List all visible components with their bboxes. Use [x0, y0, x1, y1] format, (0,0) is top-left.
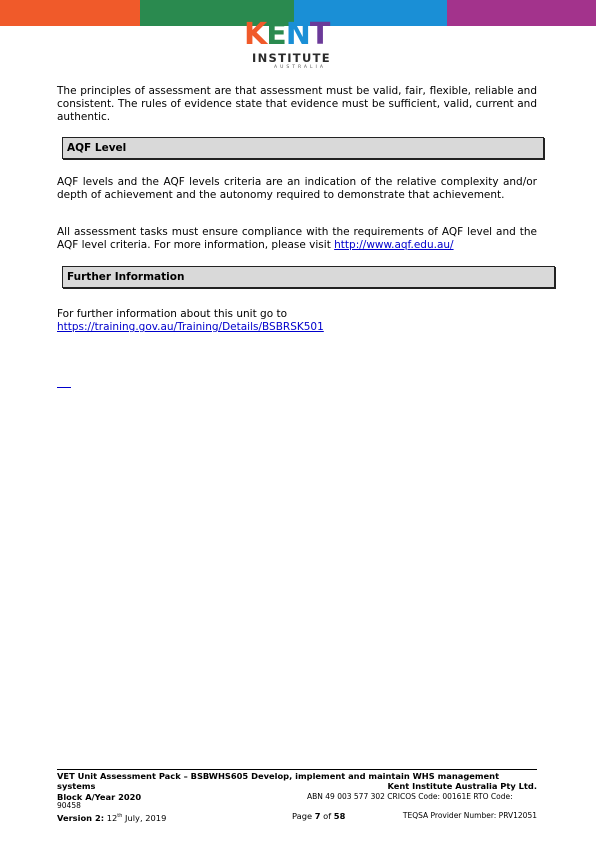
aqf-levels-paragraph: AQF levels and the AQF levels criteria are an indication of the relative complexity and/or depth of achievement and the autonomy required to demonstrate that achievement.	[57, 176, 537, 201]
footer-version-date: July, 2019	[122, 812, 167, 823]
empty-link-underline[interactable]	[57, 386, 71, 388]
footer-version-label: Version 2:	[57, 812, 105, 823]
footer-version-day: 12	[106, 812, 118, 823]
aqf-compliance-text: All assessment tasks must ensure compliance with the requirements of AQF level and the AQF level criteria. For more information, please visit	[57, 226, 537, 251]
footer-page-number	[292, 811, 345, 821]
footer-unit-title: VET Unit Assessment Pack – BSBWHS605 Develop, implement and maintain WHS management	[57, 771, 500, 781]
footer-block-year: Block A/Year 2020	[57, 792, 142, 802]
aqf-compliance-paragraph	[57, 226, 537, 252]
training-gov-link[interactable]: https://training.gov.au/Training/Details/BSBRSK501	[57, 321, 324, 333]
footer-teqsa: TEQSA Provider Number: PRV12051	[402, 811, 537, 820]
further-information-text: For further information about this unit go to	[57, 308, 288, 320]
assessment-principles-paragraph: The principles of assessment are that assessment must be valid, fair, flexible, reliable and consistent. The rules of evidence state that evidence must be sufficient, valid, current and authentic.	[57, 85, 537, 123]
kent-institute-logo	[244, 17, 352, 72]
aqf-website-link[interactable]: http://www.aqf.edu.au/	[334, 239, 454, 251]
footer-unit-title-cont: systems	[57, 781, 96, 791]
brand-bar-orange	[0, 0, 140, 26]
logo-letter-k: K	[244, 17, 267, 52]
footer-version	[57, 811, 166, 823]
footer-rto-code: 90458	[57, 801, 81, 810]
further-information-paragraph	[57, 308, 537, 334]
logo-letter-n: N	[285, 17, 310, 52]
further-information-heading: Further Information	[62, 266, 555, 288]
logo-australia-text: AUSTRALIA	[274, 65, 326, 70]
footer-abn-cricos: ABN 49 003 577 302 CRICOS Code: 00161E RTO Code:	[307, 792, 513, 801]
logo-letter-e: E	[266, 17, 286, 52]
footer-divider	[57, 769, 537, 770]
footer-company: Kent Institute Australia Pty Ltd.	[387, 781, 537, 791]
footer-page-total: 58	[333, 811, 346, 821]
logo-letter-t: T	[309, 17, 330, 52]
footer-page-of: of	[323, 811, 332, 821]
footer-page-word: Page	[292, 811, 313, 821]
logo-wordmark	[244, 17, 330, 52]
brand-bar-purple	[447, 0, 596, 26]
footer-version-sup: th	[117, 813, 123, 819]
logo-institute-text: INSTITUTE	[252, 51, 331, 65]
footer-page-current: 7	[314, 811, 321, 821]
aqf-level-heading: AQF Level	[62, 137, 544, 159]
